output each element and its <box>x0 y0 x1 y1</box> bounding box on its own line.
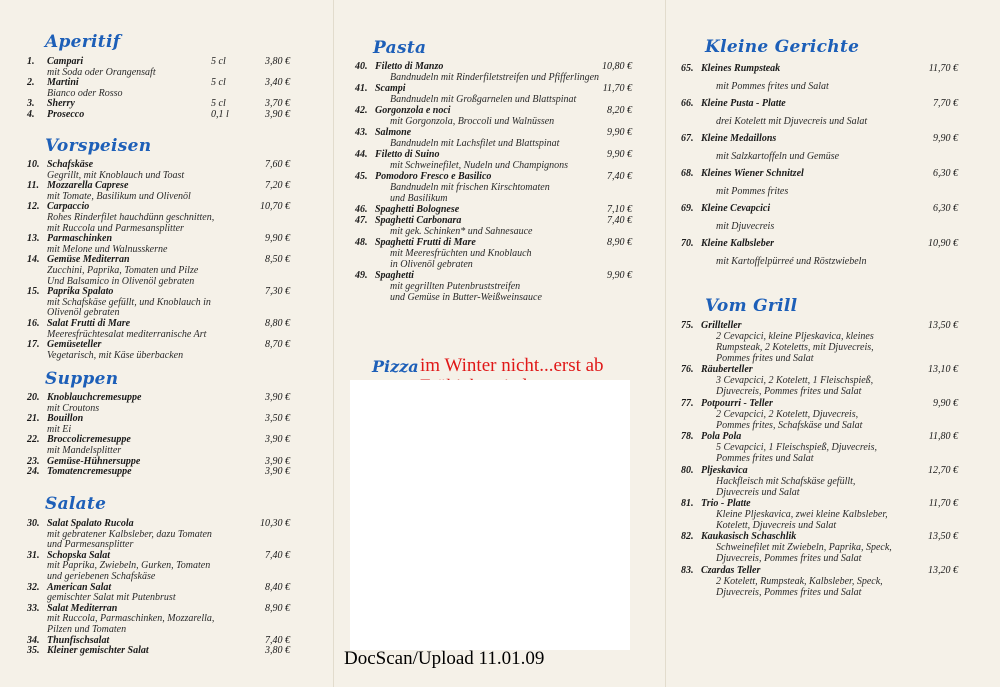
item-number: 24. <box>27 466 40 478</box>
item-name: Thunfischsalat <box>47 634 110 646</box>
item-name: Kaukasisch Schaschlik <box>701 531 797 543</box>
item-name: Filetto di Suino <box>375 149 440 160</box>
item-description: mit Pommes frites und Salat <box>716 80 829 92</box>
item-price: 3,90 € <box>265 466 290 478</box>
item-description: Bandnudeln mit Rinderfiletstreifen und Pfifferlingen <box>390 72 600 83</box>
item-name: Kleines Wiener Schnitzel <box>701 168 804 179</box>
item-name: Paprika Spalato <box>47 286 114 298</box>
section-title: Pasta <box>373 38 427 58</box>
item-number: 66. <box>681 98 694 109</box>
item-number: 10. <box>27 159 40 170</box>
item-description: Pilzen und Tomaten <box>47 623 127 635</box>
item-price: 9,90 € <box>607 127 632 138</box>
item-price: 10,90 € <box>928 238 958 249</box>
item-name: Tomatencremesuppe <box>47 466 132 478</box>
item-price: 7,40 € <box>265 549 290 561</box>
item-name: Spaghetti Frutti di Mare <box>375 237 476 248</box>
item-description: 3 Cevapcici, 2 Kotelett, 1 Fleischspieß, <box>716 375 874 387</box>
item-name: Räuberteller <box>701 364 753 376</box>
item-description: Gegrillt, mit Knoblauch und Toast <box>47 169 185 181</box>
item-description: Pommes frites und Salat <box>716 453 814 465</box>
item-volume: 0,1 l <box>211 109 229 120</box>
item-price: 8,80 € <box>265 318 290 329</box>
item-description: und geriebenen Schafskäse <box>47 570 156 582</box>
item-name: Carpaccio <box>47 201 90 213</box>
item-price: 7,70 € <box>933 98 958 109</box>
item-price: 7,60 € <box>265 159 290 170</box>
item-price: 3,50 € <box>265 413 290 425</box>
item-price: 3,40 € <box>265 77 290 89</box>
item-price: 9,90 € <box>933 397 958 409</box>
item-number: 42. <box>355 105 368 116</box>
item-number: 35. <box>27 645 40 657</box>
item-description: und Basilikum <box>390 193 448 204</box>
item-price: 13,50 € <box>928 531 958 543</box>
item-number: 47. <box>355 215 368 226</box>
item-name: Martini <box>47 77 79 89</box>
item-name: Grillteller <box>701 320 742 331</box>
item-description: Bianco oder Rosso <box>47 87 123 99</box>
item-description: mit Ruccola, Parmaschinken, Mozzarella, <box>47 613 215 625</box>
item-name: Pljeskavica <box>701 464 748 476</box>
item-number: 77. <box>681 397 694 409</box>
item-number: 2. <box>27 77 35 89</box>
item-description: Vegetarisch, mit Käse überbacken <box>47 349 184 361</box>
item-number: 16. <box>27 318 40 329</box>
item-number: 33. <box>27 602 40 614</box>
item-description: mit Ei <box>47 423 72 435</box>
item-description: und Gemüse in Butter-Weißweinsauce <box>390 292 542 303</box>
item-price: 3,80 € <box>265 645 290 657</box>
item-name: Pola Pola <box>701 431 742 443</box>
item-description: mit Gorgonzola, Broccoli und Walnüssen <box>390 116 555 127</box>
item-description: Hackfleisch mit Schafskäse gefüllt, <box>716 475 856 487</box>
item-description: Rumpsteak, 2 Koteletts, mit Djuvecreis, <box>716 342 874 353</box>
item-number: 15. <box>27 286 40 298</box>
item-name: Mozzarella Caprese <box>47 180 129 192</box>
item-price: 13,10 € <box>928 364 958 376</box>
item-description: mit Salzkartoffeln und Gemüse <box>716 150 840 162</box>
item-number: 44. <box>355 149 368 160</box>
section-title: Vom Grill <box>705 296 798 316</box>
item-description: Und Balsamico in Olivenöl gebraten <box>47 275 195 287</box>
item-price: 3,80 € <box>265 56 290 67</box>
item-description: mit gebratener Kalbsleber, dazu Tomaten <box>47 528 212 540</box>
item-price: 9,90 € <box>933 133 958 144</box>
section-title: Suppen <box>45 369 119 389</box>
item-name: Salat Frutti di Mare <box>47 318 131 329</box>
section-title: Kleine Gerichte <box>705 37 860 57</box>
item-price: 8,90 € <box>265 602 290 614</box>
item-name: Gemüseteller <box>47 339 102 351</box>
item-number: 65. <box>681 63 694 74</box>
pizza-seasonal-note: im Winter nicht...erst ab <box>420 355 604 376</box>
item-description: Djuvecreis, Pommes frites und Salat <box>716 586 862 598</box>
item-name: Parmaschinken <box>47 233 113 245</box>
item-number: 41. <box>355 83 368 94</box>
item-description: Meeresfrüchtesalat mediterranische Art <box>47 328 207 340</box>
item-name: Kleine Cevapcici <box>701 203 771 214</box>
blank-pizza-area <box>350 380 630 650</box>
item-description: Kotelett, Djuvecreis und Salat <box>716 520 837 531</box>
item-name: American Salat <box>47 581 112 593</box>
item-description: mit Schweinefilet, Nudeln und Champignons <box>390 160 569 171</box>
item-number: 3. <box>27 98 35 110</box>
item-description: 2 Cevapcici, kleine Pljeskavica, kleines <box>716 331 874 342</box>
item-number: 34. <box>27 634 40 646</box>
item-number: 78. <box>681 431 694 443</box>
item-description: Djuvecreis und Salat <box>716 486 800 498</box>
item-number: 76. <box>681 364 694 376</box>
item-number: 75. <box>681 320 694 331</box>
item-number: 45. <box>355 171 368 182</box>
item-number: 23. <box>27 455 40 467</box>
item-description: und Parmesansplitter <box>47 539 134 551</box>
item-price: 3,90 € <box>265 455 290 467</box>
item-number: 1. <box>27 56 35 67</box>
item-price: 8,40 € <box>265 581 290 593</box>
item-name: Pomodoro Fresco e Basilico <box>375 171 492 182</box>
menu-column-left <box>0 0 333 687</box>
item-name: Salat Mediterran <box>47 602 118 614</box>
item-description: Pommes frites, Schafskäse und Salat <box>716 419 863 431</box>
item-number: 40. <box>355 61 368 72</box>
item-description: mit gegrillten Putenbruststreifen <box>390 281 521 292</box>
item-description: Bandnudeln mit Lachsfilet und Blattspinat <box>390 138 560 149</box>
section-title: Salate <box>45 494 107 514</box>
item-description: Bandnudeln mit frischen Kirschtomaten <box>390 182 550 193</box>
item-price: 13,20 € <box>928 564 958 576</box>
item-number: 31. <box>27 549 40 561</box>
item-number: 12. <box>27 201 40 213</box>
pizza-section-title: Pizza <box>372 357 419 376</box>
item-number: 70. <box>681 238 694 249</box>
item-description: mit gek. Schinken* und Sahnesauce <box>390 226 533 237</box>
item-price: 7,40 € <box>607 171 632 182</box>
section-title: Vorspeisen <box>45 136 152 156</box>
item-price: 11,80 € <box>928 431 958 443</box>
item-name: Kleine Pusta - Platte <box>701 98 786 109</box>
item-number: 67. <box>681 133 694 144</box>
item-number: 81. <box>681 498 694 509</box>
menu-column-right <box>665 0 1000 687</box>
item-number: 17. <box>27 339 40 351</box>
item-description: mit Soda oder Orangensaft <box>47 66 156 78</box>
item-number: 46. <box>355 204 368 215</box>
scan-upload-note: DocScan/Upload 11.01.09 <box>344 648 545 669</box>
item-number: 32. <box>27 581 40 593</box>
item-price: 9,90 € <box>607 149 632 160</box>
item-description: drei Kotelett mit Djuvecreis und Salat <box>716 115 868 127</box>
section-title: Aperitif <box>45 32 121 52</box>
item-description: Zucchini, Paprika, Tomaten und Pilze <box>47 264 199 276</box>
item-name: Sherry <box>47 98 75 110</box>
item-name: Gemüse-Hühnersuppe <box>47 455 141 467</box>
item-name: Schopska Salat <box>47 549 111 561</box>
item-number: 14. <box>27 254 40 266</box>
item-number: 20. <box>27 392 40 403</box>
item-number: 11. <box>27 180 39 192</box>
item-description: 2 Cevapcici, 2 Kotelett, Djuvecreis, <box>716 408 859 420</box>
item-number: 48. <box>355 237 368 248</box>
item-price: 12,70 € <box>928 464 958 476</box>
item-description: mit Croutons <box>47 402 100 414</box>
item-number: 82. <box>681 531 694 543</box>
item-name: Kleiner gemischter Salat <box>47 645 149 657</box>
item-name: Kleine Medaillons <box>701 133 777 144</box>
item-number: 69. <box>681 203 694 214</box>
item-price: 11,70 € <box>928 63 958 74</box>
item-price: 6,30 € <box>933 168 958 179</box>
item-description: Pommes frites und Salat <box>716 353 814 364</box>
item-description: mit Mandelsplitter <box>47 444 122 456</box>
item-name: Scampi <box>375 83 406 94</box>
item-price: 8,70 € <box>265 339 290 351</box>
item-name: Salmone <box>375 127 412 138</box>
item-number: 43. <box>355 127 368 138</box>
item-price: 11,70 € <box>602 83 632 94</box>
item-name: Broccolicremesuppe <box>47 434 131 446</box>
item-description: mit Ruccola und Parmesansplitter <box>47 222 184 234</box>
item-name: Knoblauchcremesuppe <box>47 392 142 403</box>
item-price: 7,10 € <box>607 204 632 215</box>
item-name: Trio - Platte <box>701 498 751 509</box>
item-price: 10,80 € <box>602 61 632 72</box>
item-name: Gemüse Mediterran <box>47 254 130 266</box>
item-name: Spaghetti Carbonara <box>375 215 462 226</box>
item-name: Czardas Teller <box>701 564 761 576</box>
item-price: 3,70 € <box>265 98 290 110</box>
item-description: Rohes Rinderfilet hauchdünn geschnitten, <box>47 211 215 223</box>
item-number: 68. <box>681 168 694 179</box>
item-volume: 5 cl <box>211 98 226 110</box>
item-name: Filetto di Manzo <box>375 61 444 72</box>
item-name: Gorgonzola e noci <box>375 105 451 116</box>
item-description: Djuvecreis, Pommes frites und Salat <box>716 553 862 565</box>
item-price: 10,30 € <box>260 518 290 529</box>
item-name: Kleines Rumpsteak <box>701 63 781 74</box>
item-price: 9,90 € <box>265 233 290 245</box>
item-price: 8,90 € <box>607 237 632 248</box>
item-price: 13,50 € <box>928 320 958 331</box>
item-name: Bouillon <box>47 413 84 425</box>
item-description: gemischter Salat mit Putenbrust <box>47 592 176 604</box>
item-description: mit Meeresfrüchten und Knoblauch <box>390 248 532 259</box>
item-number: 83. <box>681 564 694 576</box>
item-number: 4. <box>27 109 35 120</box>
item-number: 13. <box>27 233 40 245</box>
item-description: Olivenöl gebraten <box>47 307 120 319</box>
item-name: Salat Spalato Rucola <box>47 518 134 529</box>
item-price: 7,40 € <box>607 215 632 226</box>
item-price: 8,50 € <box>265 254 290 266</box>
item-name: Campari <box>47 56 84 67</box>
item-volume: 5 cl <box>211 77 226 89</box>
item-number: 30. <box>27 518 40 529</box>
item-price: 11,70 € <box>928 498 958 509</box>
item-price: 7,40 € <box>265 634 290 646</box>
item-description: Djuvecreis, Pommes frites und Salat <box>716 386 862 398</box>
item-description: mit Pommes frites <box>716 185 789 197</box>
item-description: mit Kartoffelpürreé und Röstzwiebeln <box>716 255 867 267</box>
item-description: Schweinefilet mit Zwiebeln, Paprika, Speck, <box>716 542 892 554</box>
item-description: mit Paprika, Zwiebeln, Gurken, Tomaten <box>47 560 211 572</box>
item-price: 7,20 € <box>265 180 290 192</box>
item-price: 9,90 € <box>607 270 632 281</box>
item-price: 7,30 € <box>265 286 290 298</box>
item-name: Spaghetti Bolognese <box>375 204 460 215</box>
item-name: Schafskäse <box>47 159 94 170</box>
item-name: Prosecco <box>47 109 85 120</box>
item-name: Kleine Kalbsleber <box>701 238 775 249</box>
item-number: 49. <box>355 270 368 281</box>
item-price: 3,90 € <box>265 434 290 446</box>
item-description: 2 Kotelett, Rumpsteak, Kalbsleber, Speck, <box>716 575 883 587</box>
item-description: mit Schafskäse gefüllt, und Knoblauch in <box>47 296 211 308</box>
item-volume: 5 cl <box>211 56 226 67</box>
item-number: 22. <box>27 434 40 446</box>
item-number: 21. <box>27 413 40 425</box>
item-price: 3,90 € <box>265 109 290 120</box>
item-price: 10,70 € <box>260 201 290 213</box>
item-price: 3,90 € <box>265 392 290 403</box>
item-name: Potpourri - Teller <box>701 397 773 409</box>
item-price: 6,30 € <box>933 203 958 214</box>
item-description: in Olivenöl gebraten <box>390 259 473 270</box>
item-name: Spaghetti <box>375 270 414 281</box>
item-price: 8,20 € <box>607 105 632 116</box>
item-number: 80. <box>681 464 694 476</box>
item-description: 5 Cevapcici, 1 Fleischspieß, Djuvecreis, <box>716 442 877 454</box>
item-description: Kleine Pljeskavica, zwei kleine Kalbsleber, <box>716 509 888 520</box>
item-description: mit Djuvecreis <box>716 220 775 232</box>
item-description: mit Melone und Walnusskerne <box>47 243 168 255</box>
item-description: Bandnudeln mit Großgarnelen und Blattspinat <box>390 94 577 105</box>
item-description: mit Tomate, Basilikum und Olivenöl <box>47 190 191 202</box>
